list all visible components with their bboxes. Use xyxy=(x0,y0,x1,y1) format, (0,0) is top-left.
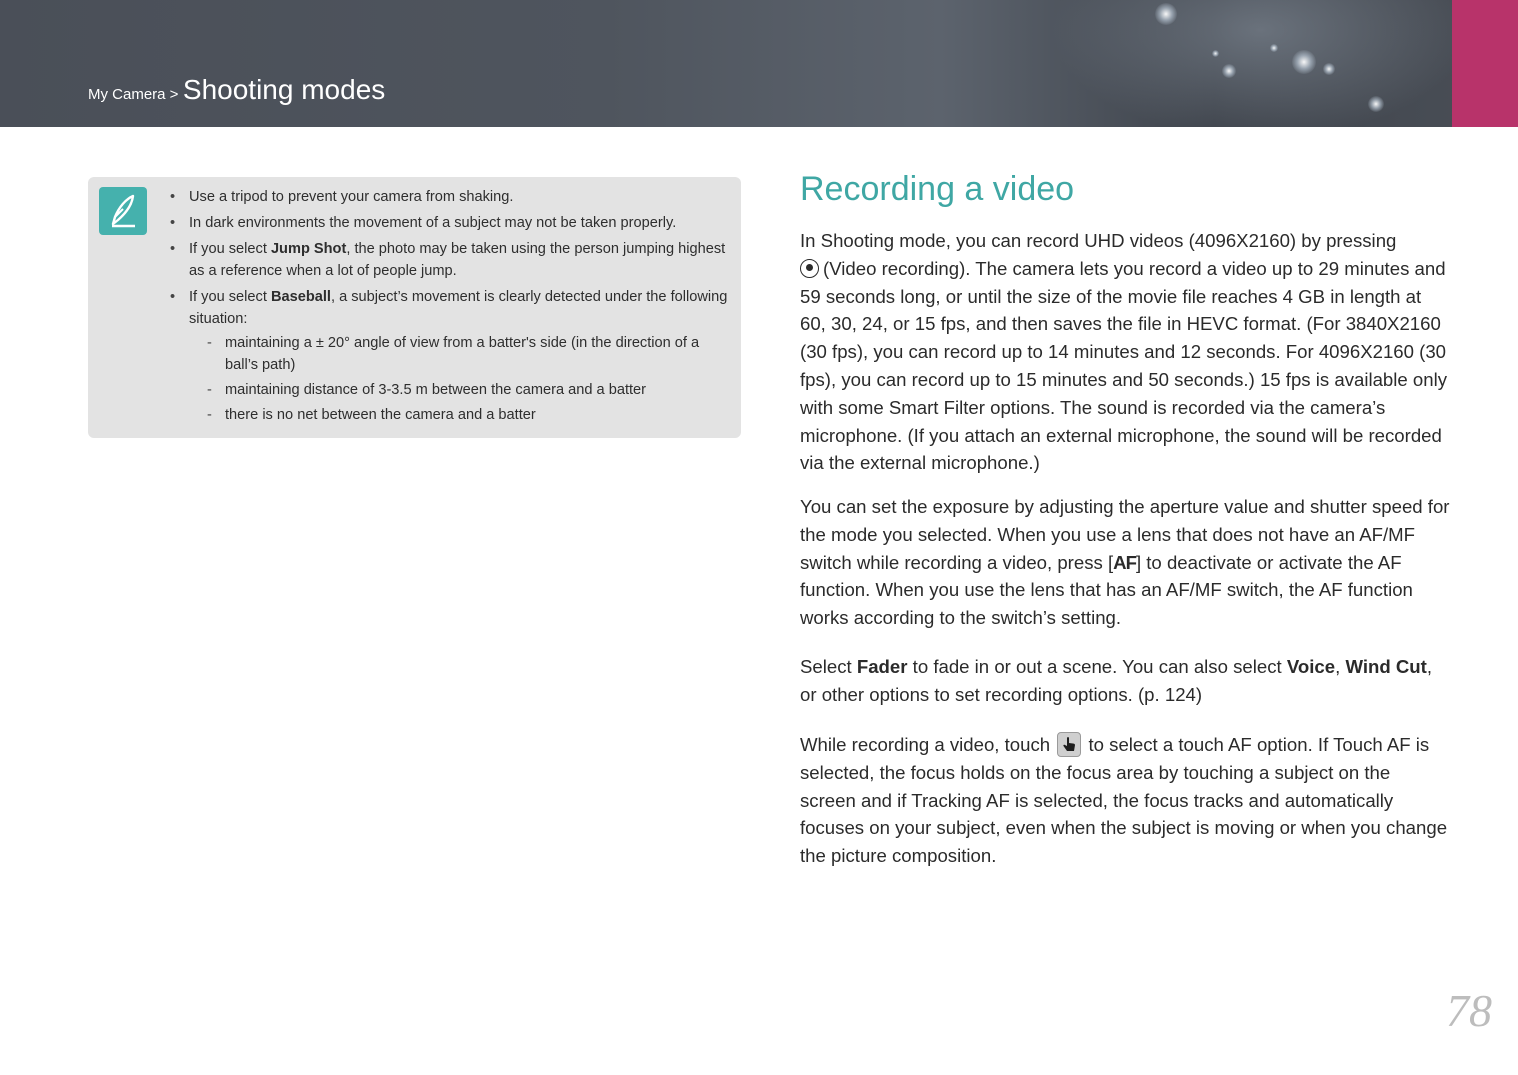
note-text: If you select xyxy=(189,289,271,305)
note-list xyxy=(170,186,730,430)
note-item-baseball xyxy=(170,286,730,426)
paragraph-exposure xyxy=(800,493,1450,632)
sparkle-decoration xyxy=(1292,50,1316,74)
sparkle-decoration xyxy=(1222,64,1236,78)
paragraph-video-recording xyxy=(800,227,1450,477)
sparkle-decoration xyxy=(1368,96,1384,112)
note-text: , the photo may be taken using the person jumping highest as a reference when a lot of people jump. xyxy=(189,241,726,279)
jump-shot-label: Jump Shot xyxy=(270,241,347,257)
paragraph-text: Select xyxy=(800,656,857,677)
page-header xyxy=(0,0,1518,127)
paragraph-text: In Shooting mode, you can record UHD videos (4096X2160) by pressing xyxy=(800,230,1397,251)
breadcrumb xyxy=(88,74,385,106)
header-glow xyxy=(1050,0,1470,127)
note-item: • In dark environments the movement of a subject may not be taken properly. xyxy=(170,212,730,234)
page-number: 78 xyxy=(1446,985,1492,1036)
af-button-icon: AF xyxy=(1113,551,1136,573)
paragraph-text: (Video recording). The camera lets you record a video up to 29 minutes and 59 seconds long, or until the size of the movie file reaches 4 GB in length at 60, 30, 24, or 15 fps, and then saves the file in HEVC format. (For 3840X2160 (30 fps), you can record up to 14 minutes and 12 seconds. For 4096X2160 (30 fps), you can record up to 15 minutes and 50 seconds.) 15 fps is available only with some Smart Filter options. The sound is recorded via the camera’s microphone. (If you attach an external microphone, the sound will be recorded via the external microphone.) xyxy=(800,257,1448,474)
pencil-note-icon xyxy=(99,187,147,235)
voice-label: Voice xyxy=(1286,656,1336,677)
paragraph-text: to select a touch AF option. If Touch AF is selected, the focus holds on the focus area by touching a subject on the screen and if Tracking AF is selected, the focus tracks and automatically focuses on your subject, even when the subject is moving or when you change the picture composition. xyxy=(800,734,1448,867)
note-text: If you select xyxy=(189,241,271,257)
note-sub-item: - maintaining a ± 20° angle of view from a batter's side (in the direction of a ball’s path) xyxy=(189,332,730,376)
note-sub-list xyxy=(189,332,730,426)
paragraph-fader xyxy=(800,653,1450,709)
paragraph-text: ] to deactivate or activate the AF function. When you use the lens that has an AF/MF switch, the AF function works according to the switch’s setting. xyxy=(800,551,1413,629)
header-accent-bar xyxy=(1452,0,1518,127)
paragraph-text: While recording a video, touch xyxy=(800,734,1051,755)
sparkle-decoration xyxy=(1155,3,1177,25)
paragraph-text: to fade in or out a scene. You can also select xyxy=(907,656,1287,677)
note-sub-item: - there is no net between the camera and a batter xyxy=(189,404,730,426)
baseball-label: Baseball xyxy=(270,289,331,305)
note-item-jump-shot xyxy=(170,238,730,282)
breadcrumb-parent[interactable]: My Camera > xyxy=(88,86,179,103)
breadcrumb-current: Shooting modes xyxy=(182,74,386,105)
note-sub-item: - maintaining distance of 3-3.5 m between the camera and a batter xyxy=(189,379,730,401)
fader-label: Fader xyxy=(856,656,908,677)
note-item: • Use a tripod to prevent your camera from shaking. xyxy=(170,186,730,208)
section-title: Recording a video xyxy=(800,170,1075,208)
paragraph-touch-af xyxy=(800,731,1450,870)
sparkle-decoration xyxy=(1212,50,1219,57)
paragraph-text: You can set the exposure by adjusting the aperture value and shutter speed for the mode you selected. When you use a lens that does not have an AF/MF switch while recording a video, press [ xyxy=(800,496,1450,573)
wind-cut-label: Wind Cut xyxy=(1345,656,1427,677)
touch-af-icon xyxy=(1057,732,1081,757)
note-text: , a subject’s movement is clearly detected under the following situation: xyxy=(189,289,728,327)
sparkle-decoration xyxy=(1323,63,1335,75)
paragraph-text: , xyxy=(1335,656,1346,677)
paragraph-text: , or other options to set recording options. (p. 124) xyxy=(800,656,1433,705)
sparkle-decoration xyxy=(1270,44,1278,52)
video-record-icon xyxy=(800,259,819,278)
